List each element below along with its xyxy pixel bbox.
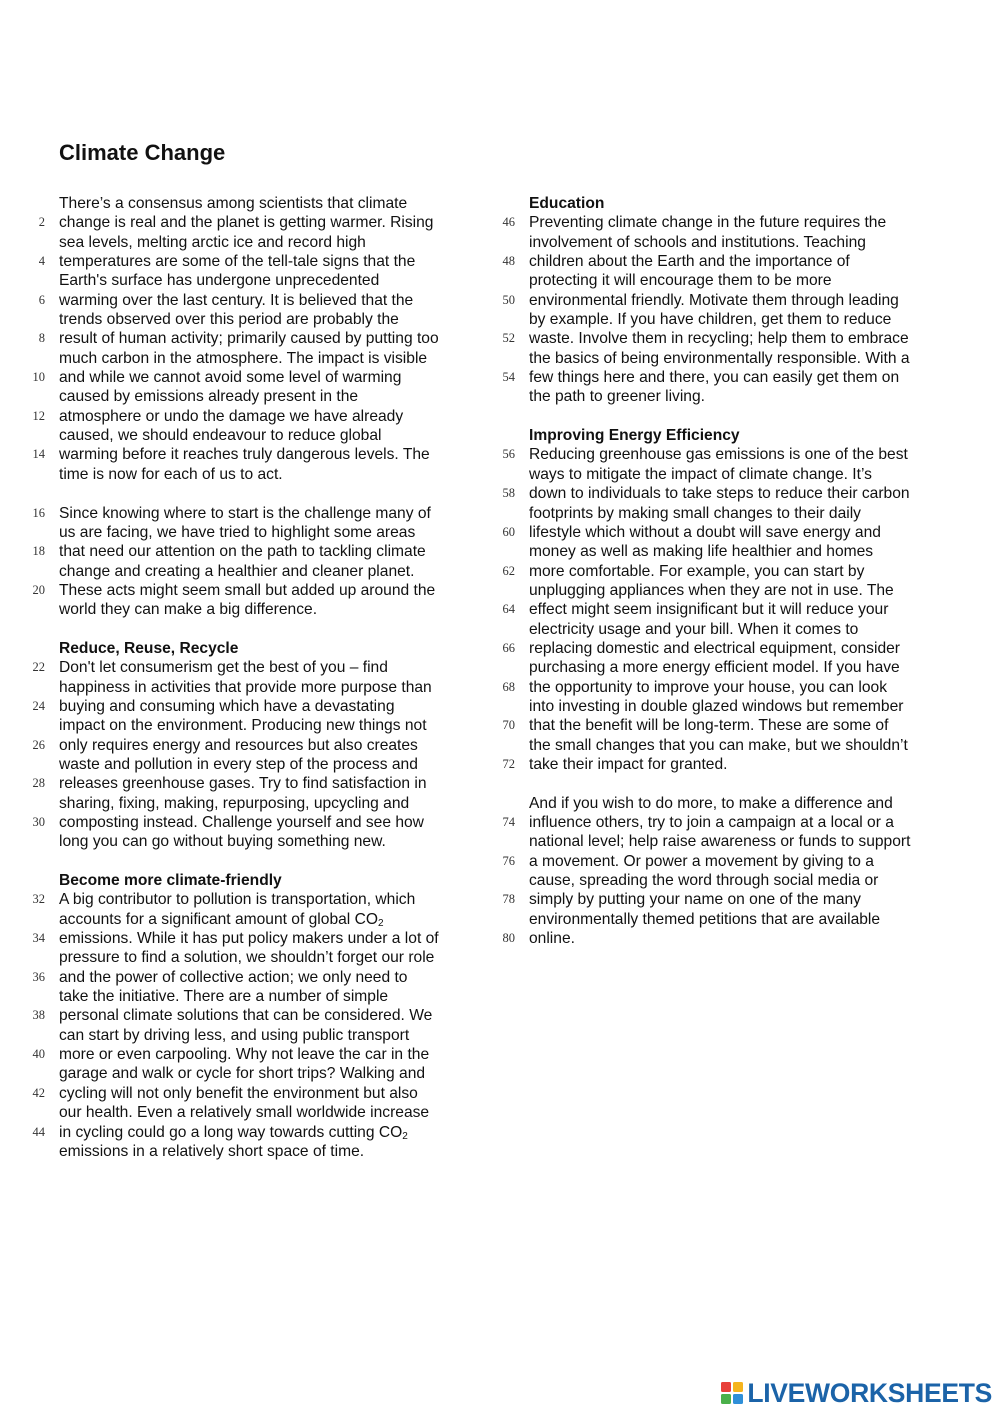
line-text: buying and consuming which have a devastating <box>59 697 395 715</box>
text-line <box>59 523 479 542</box>
line-number: 18 <box>32 544 45 559</box>
subscript: 2 <box>377 917 384 929</box>
line-text: in cycling could go a long way towards cutting CO <box>59 1123 403 1141</box>
line-number: 4 <box>38 254 45 269</box>
text-line <box>32 368 479 387</box>
text-line <box>502 639 959 658</box>
line-text: change is real and the planet is getting warmer. Rising <box>59 214 434 232</box>
line-text: These acts might seem small but added up around the <box>59 581 436 599</box>
line-text: environmentally themed petitions that are available <box>529 910 881 928</box>
text-line <box>59 948 479 967</box>
text-line <box>32 929 479 948</box>
text-line <box>502 813 959 832</box>
text-line <box>59 678 479 697</box>
line-text: and while we cannot avoid some level of warming <box>59 369 402 387</box>
section-heading <box>59 639 479 658</box>
text-line <box>529 504 959 523</box>
line-text: that the benefit will be long-term. These are some of <box>529 717 889 735</box>
line-text: waste. Involve them in recycling; help them to embrace <box>529 330 909 348</box>
line-number: 34 <box>32 931 45 946</box>
line-text: environmental friendly. Motivate them through leading <box>529 291 899 309</box>
text-line <box>59 600 479 619</box>
right-text-column <box>502 194 959 948</box>
text-line <box>59 233 479 252</box>
text-line <box>59 1026 479 1045</box>
line-number: 60 <box>502 524 515 539</box>
line-text: Earth's surface has undergone unprecedented <box>59 272 380 290</box>
line-text: ways to mitigate the impact of climate change. It’s <box>529 465 872 483</box>
brand-name: LIVEWORKSHEETS <box>747 1378 992 1408</box>
line-text: warming over the last century. It is believed that the <box>59 291 414 309</box>
line-text: warming before it reaches truly dangerous levels. The <box>59 446 430 464</box>
text-line <box>59 910 479 929</box>
text-line <box>59 194 479 213</box>
line-number: 50 <box>502 292 515 307</box>
text-line <box>32 1084 479 1103</box>
text-line <box>529 271 959 290</box>
line-number: 32 <box>32 892 45 907</box>
text-line <box>502 252 959 271</box>
line-text: purchasing a more energy efficient model. If you have <box>529 659 900 677</box>
line-text: There’s a consensus among scientists that climate <box>59 195 408 212</box>
text-line <box>32 813 479 832</box>
text-line <box>502 329 959 348</box>
line-number: 10 <box>32 370 45 385</box>
text-line <box>502 523 959 542</box>
text-line <box>502 755 959 774</box>
text-line <box>529 794 959 813</box>
text-line <box>502 600 959 619</box>
text-line <box>529 832 959 851</box>
line-text: personal climate solutions that can be considered. We <box>59 1007 433 1025</box>
line-number: 52 <box>502 331 515 346</box>
line-text: happiness in activities that provide more purpose than <box>59 678 432 696</box>
brand-logo[interactable] <box>721 1378 992 1408</box>
line-number: 64 <box>502 602 515 617</box>
line-text: Education <box>529 195 605 212</box>
line-number: 16 <box>32 505 45 520</box>
line-text: simply by putting your name on one of the many <box>529 891 861 909</box>
text-line <box>529 581 959 600</box>
line-number: 30 <box>32 815 45 829</box>
line-number: 70 <box>502 718 515 733</box>
text-line <box>529 871 959 890</box>
line-text: influence others, try to join a campaign at a local or a <box>529 814 894 831</box>
text-line <box>529 736 959 755</box>
subscript: 2 <box>402 1130 408 1142</box>
text-line <box>529 349 959 368</box>
text-line <box>32 542 479 561</box>
line-text: garage and walk or cycle for short trips? Walking and <box>59 1065 426 1083</box>
text-line <box>32 1045 479 1064</box>
paragraph-spacer <box>59 484 479 503</box>
line-text: only requires energy and resources but also creates <box>59 736 418 754</box>
line-text: the path to greener living. <box>529 388 705 406</box>
line-text: much carbon in the atmosphere. The impact is visible <box>59 349 428 367</box>
line-text: change and creating a healthier and cleaner planet. <box>59 562 415 580</box>
line-number: 8 <box>38 331 45 346</box>
line-text: time is now for each of us to act. <box>59 465 283 483</box>
line-text: down to individuals to take steps to reduce their carbon <box>529 485 910 503</box>
line-text: Don't let consumerism get the best of you – find <box>59 659 388 677</box>
line-number: 74 <box>502 815 515 829</box>
text-line <box>59 1142 479 1161</box>
line-text: cause, spreading the word through social media or <box>529 872 879 890</box>
line-number: 62 <box>502 563 515 578</box>
line-text: more comfortable. For example, you can start by <box>529 562 865 580</box>
line-text: And if you wish to do more, to make a difference and <box>529 794 893 812</box>
line-number: 42 <box>32 1085 45 1100</box>
text-line <box>502 368 959 387</box>
line-text: electricity usage and your bill. When it comes to <box>529 620 859 638</box>
text-line <box>502 678 959 697</box>
line-text: our health. Even a relatively small worldwide increase <box>59 1104 430 1122</box>
text-line <box>529 910 959 929</box>
line-number: 22 <box>32 660 45 675</box>
line-text: Become more climate-friendly <box>59 872 282 890</box>
line-text: involvement of schools and institutions. Teaching <box>529 233 866 251</box>
paragraph-spacer <box>59 620 479 639</box>
line-text: footprints by making small changes to their daily <box>529 504 861 522</box>
text-line <box>59 832 479 851</box>
line-number: 14 <box>32 447 45 462</box>
line-number: 72 <box>502 756 515 771</box>
text-line <box>59 562 479 581</box>
line-text: caused by emissions already present in the <box>59 388 359 406</box>
text-line <box>59 1103 479 1122</box>
text-line <box>38 291 479 310</box>
line-text: atmosphere or undo the damage we have already <box>59 407 404 425</box>
line-text: long you can go without buying something new. <box>59 833 386 851</box>
text-line <box>502 890 959 909</box>
line-number: 40 <box>32 1047 45 1062</box>
text-line <box>502 929 959 948</box>
line-text: national level; help raise awareness or funds to support <box>529 833 911 851</box>
line-number: 68 <box>502 679 515 694</box>
text-line <box>502 484 959 503</box>
text-line <box>59 794 479 813</box>
paragraph-spacer <box>529 407 959 426</box>
left-text-column <box>32 194 479 1161</box>
text-line <box>32 504 479 523</box>
line-text: temperatures are some of the tell-tale signs that the <box>59 253 416 271</box>
line-text: online. <box>529 930 575 948</box>
text-line <box>59 349 479 368</box>
line-text: few things here and there, you can easily get them on <box>529 369 900 387</box>
line-text: trends observed over this period are probably the <box>59 311 399 329</box>
section-heading <box>529 194 959 213</box>
line-text: children about the Earth and the importance of <box>529 253 850 271</box>
text-line <box>59 387 479 406</box>
line-text: lifestyle which without a doubt will save energy and <box>529 523 881 541</box>
section-heading <box>59 871 479 890</box>
line-number: 26 <box>32 737 45 752</box>
line-number: 80 <box>502 931 515 946</box>
text-line <box>32 1123 479 1142</box>
paragraph-spacer <box>59 852 479 871</box>
text-line <box>502 213 959 232</box>
text-line <box>59 310 479 329</box>
line-text: and the power of collective action; we only need to <box>59 968 408 986</box>
line-text: caused, we should endeavour to reduce global <box>59 427 382 445</box>
line-text: sharing, fixing, making, repurposing, upcycling and <box>59 794 410 812</box>
line-text: world they can make a big difference. <box>59 601 318 619</box>
text-line <box>529 658 959 677</box>
text-line <box>32 968 479 987</box>
line-number: 66 <box>502 640 515 655</box>
line-text: can start by driving less, and using public transport <box>59 1026 410 1044</box>
text-line <box>32 445 479 464</box>
text-line <box>38 213 479 232</box>
text-line <box>59 716 479 735</box>
text-line <box>529 542 959 561</box>
line-number: 78 <box>502 892 515 907</box>
line-text: the opportunity to improve your house, you can look <box>529 678 888 696</box>
line-text: into investing in double glazed windows but remember <box>529 697 904 715</box>
line-number: 76 <box>502 853 515 868</box>
line-number: 58 <box>502 486 515 501</box>
text-line <box>502 716 959 735</box>
line-text: composting instead. Challenge yourself and see how <box>59 814 424 831</box>
text-line <box>502 291 959 310</box>
text-line <box>32 407 479 426</box>
line-number: 20 <box>32 582 45 597</box>
line-text: result of human activity; primarily caused by putting too <box>59 330 439 348</box>
line-text: take their impact for granted. <box>529 755 728 773</box>
line-text: Improving Energy Efficiency <box>529 427 740 445</box>
text-line <box>32 581 479 600</box>
line-text: emissions. While it has put policy makers under a lot of <box>59 930 439 948</box>
text-line <box>529 620 959 639</box>
section-heading <box>529 426 959 445</box>
text-line <box>32 1006 479 1025</box>
line-text: A big contributor to pollution is transportation, which <box>59 891 416 909</box>
text-line <box>529 697 959 716</box>
line-number: 12 <box>32 408 45 423</box>
paragraph-spacer <box>529 774 959 793</box>
line-text: unplugging appliances when they are not in use. The <box>529 581 894 599</box>
line-text: emissions in a relatively short space of time. <box>59 1142 365 1160</box>
text-line <box>59 987 479 1006</box>
line-number: 28 <box>32 776 45 791</box>
line-text: impact on the environment. Producing new things not <box>59 717 427 735</box>
text-line <box>38 252 479 271</box>
text-line <box>59 755 479 774</box>
line-text: Since knowing where to start is the challenge many of <box>59 504 431 522</box>
text-line <box>59 271 479 290</box>
line-text: accounts for a significant amount of global CO <box>59 910 378 928</box>
line-number: 44 <box>32 1124 45 1139</box>
line-number: 56 <box>502 447 515 462</box>
text-line <box>529 387 959 406</box>
text-line <box>32 697 479 716</box>
text-line <box>32 736 479 755</box>
line-text: pressure to find a solution, we shouldn’t forget our role <box>59 949 435 967</box>
text-line <box>38 329 479 348</box>
text-line <box>32 658 479 677</box>
text-line <box>59 1064 479 1083</box>
line-text: us are facing, we have tried to highlight some areas <box>59 523 416 541</box>
line-text: the basics of being environmentally responsible. With a <box>529 349 910 367</box>
line-text: more or even carpooling. Why not leave the car in the <box>59 1046 430 1064</box>
liveworksheets-logo-icon <box>721 1382 743 1404</box>
line-text: by example. If you have children, get them to reduce <box>529 311 892 329</box>
text-line <box>529 465 959 484</box>
line-text: protecting it will encourage them to be more <box>529 272 832 290</box>
line-text: replacing domestic and electrical equipment, consider <box>529 639 900 657</box>
line-text: sea levels, melting arctic ice and record high <box>59 233 366 251</box>
text-line <box>502 562 959 581</box>
line-text: Reducing greenhouse gas emissions is one of the best <box>529 446 908 464</box>
line-number: 2 <box>38 215 45 230</box>
text-line <box>59 426 479 445</box>
line-text: cycling will not only benefit the environment but also <box>59 1084 418 1102</box>
line-number: 46 <box>502 215 515 230</box>
line-number: 38 <box>32 1008 45 1023</box>
line-text: effect might seem insignificant but it will reduce your <box>529 601 889 619</box>
text-line <box>502 852 959 871</box>
text-line <box>529 310 959 329</box>
line-number: 36 <box>32 969 45 984</box>
text-line <box>32 774 479 793</box>
text-line <box>32 890 479 909</box>
text-line <box>529 233 959 252</box>
line-text: Preventing climate change in the future requires the <box>529 214 887 232</box>
text-line <box>502 445 959 464</box>
line-text: the small changes that you can make, but we shouldn’t <box>529 736 908 754</box>
line-text: releases greenhouse gases. Try to find satisfaction in <box>59 775 427 793</box>
line-text: that need our attention on the path to tackling climate <box>59 543 426 561</box>
line-number: 24 <box>32 698 45 713</box>
line-text: take the initiative. There are a number of simple <box>59 988 389 1006</box>
page-title: Climate Change <box>59 140 226 165</box>
line-number: 54 <box>502 370 515 385</box>
text-line <box>59 465 479 484</box>
line-text: money as well as making life healthier and homes <box>529 543 874 561</box>
line-number: 6 <box>38 292 45 307</box>
line-number: 48 <box>502 254 515 269</box>
line-text: Reduce, Reuse, Recycle <box>59 639 239 657</box>
line-text: waste and pollution in every step of the process and <box>59 755 418 773</box>
line-text: a movement. Or power a movement by giving to a <box>529 852 874 870</box>
